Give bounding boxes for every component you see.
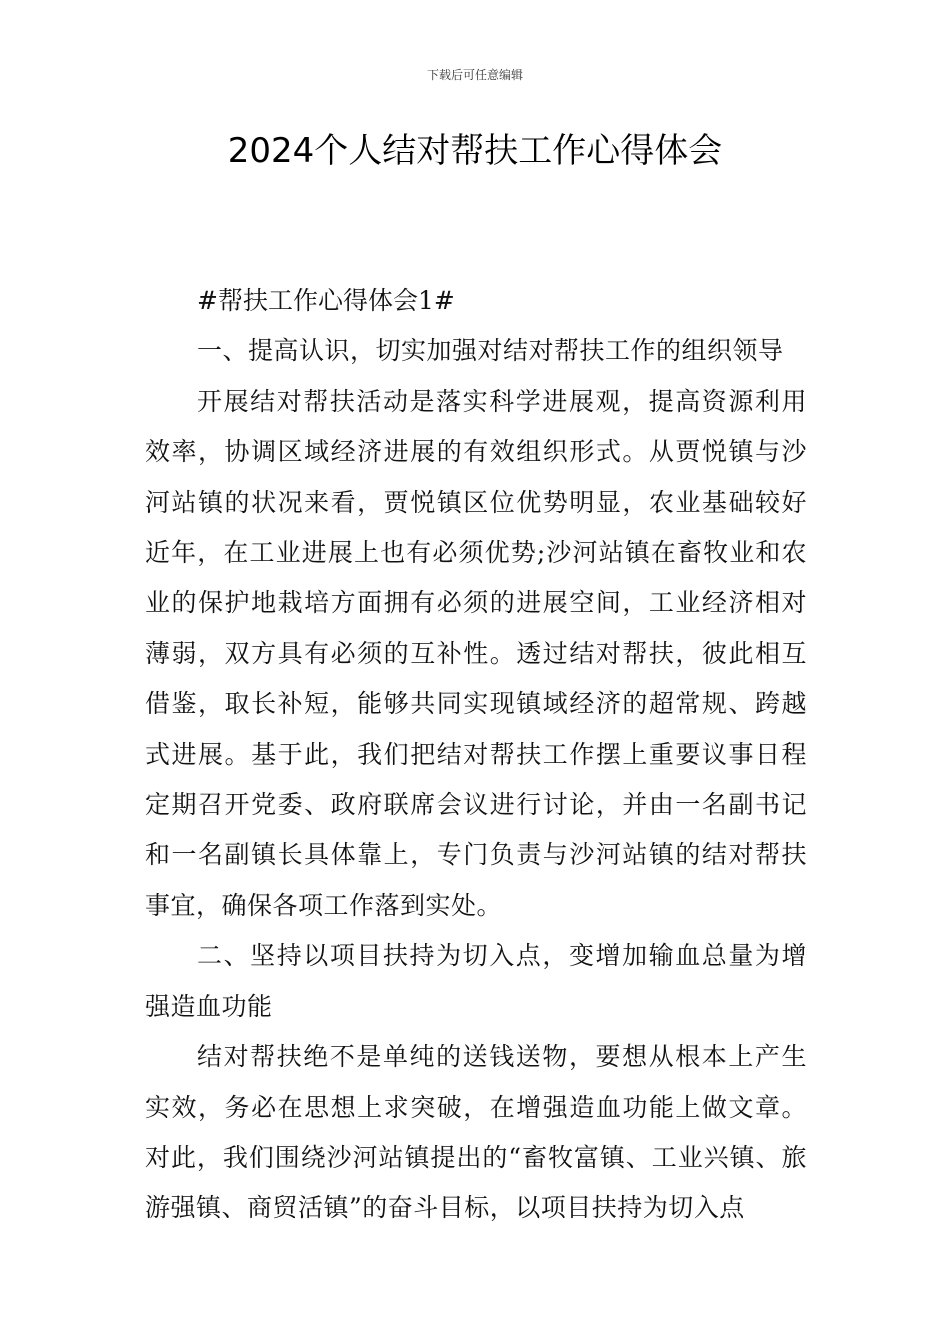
document-body bbox=[145, 276, 807, 1234]
paragraph-2: 结对帮扶绝不是单纯的送钱送物，要想从根本上产生实效，务必在思想上求突破，在增强造血功能上做文章。对此，我们围绕沙河站镇提出的“畜牧富镇、工业兴镇、旅游强镇、商贸活镇”的奋斗目标，以项目扶持为切入点 bbox=[145, 1042, 807, 1223]
section-tag: #帮扶工作心得体会1# bbox=[197, 286, 455, 315]
heading-2: 二、坚持以项目扶持为切入点，变增加输血总量为增强造血功能 bbox=[145, 941, 807, 1021]
paragraph-1: 开展结对帮扶活动是落实科学进展观，提高资源利用效率，协调区域经济进展的有效组织形式。从贾悦镇与沙河站镇的状况来看，贾悦镇区位优势明显，农业基础较好近年，在工业进展上也有必须优势;沙河站镇在畜牧业和农业的保护地栽培方面拥有必须的进展空间，工业经济相对薄弱，双方具有必须的互补性。透过结对帮扶，彼此相互借鉴，取长补短，能够共同实现镇域经济的超常规、跨越式进展。基于此，我们把结对帮扶工作摆上重要议事日程定期召开党委、政府联席会议进行讨论，并由一名副书记和一名副镇长具体靠上，专门负责与沙河站镇的结对帮扶事宜，确保各项工作落到实处。 bbox=[145, 386, 807, 920]
document-title: 2024个人结对帮扶工作心得体会 bbox=[227, 131, 723, 171]
heading-1: 一、提高认识，切实加强对结对帮扶工作的组织领导 bbox=[197, 336, 784, 366]
header-note: 下载后可任意编辑 bbox=[426, 68, 523, 82]
